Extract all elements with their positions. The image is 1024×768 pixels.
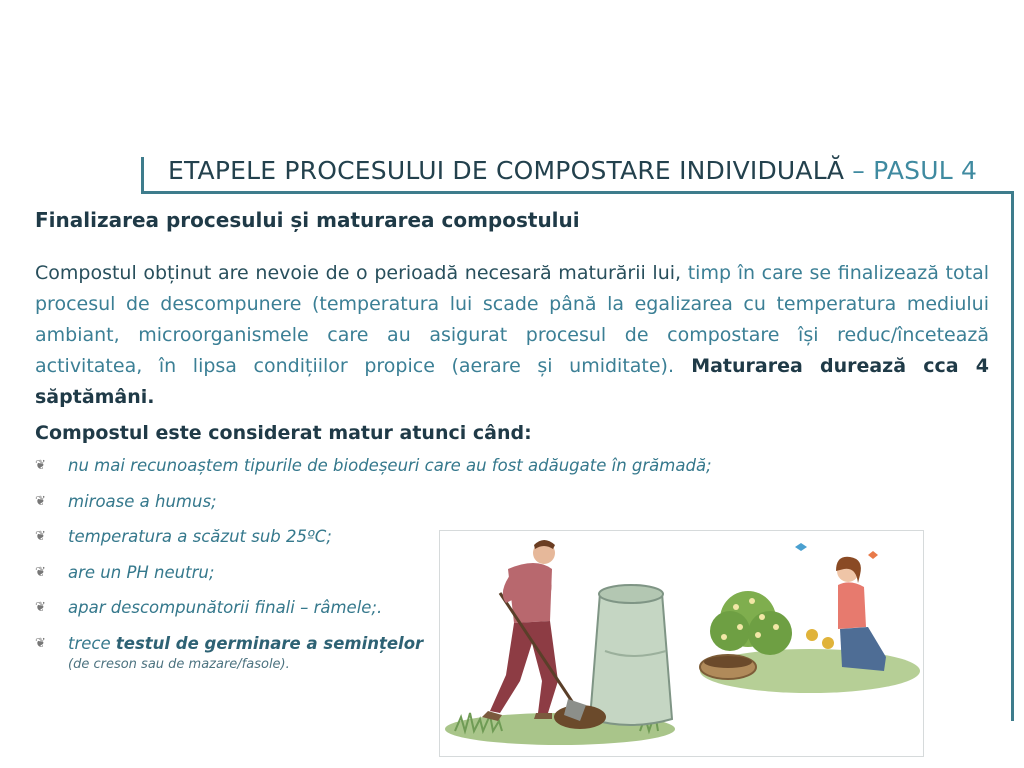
leaf-bullet-icon: ❦ xyxy=(35,564,46,580)
body-paragraph xyxy=(35,258,989,413)
page-title-step: PASUL 4 xyxy=(873,156,978,185)
woman-shirt xyxy=(838,582,866,629)
page-title xyxy=(168,156,977,185)
woman-gloves xyxy=(822,637,834,649)
bush-part xyxy=(748,611,792,655)
compost-bin-top xyxy=(599,585,663,603)
butterfly-icon xyxy=(868,551,878,559)
frame-right-border xyxy=(1011,191,1014,721)
list-item-text: are un PH neutru; xyxy=(68,562,215,582)
illustration-svg xyxy=(440,531,923,756)
woman-glove xyxy=(806,629,818,641)
basket-soil xyxy=(704,656,752,668)
paragraph-part1: Compostul obținut are nevoie de o perioadă necesară maturării lui, xyxy=(35,262,682,284)
butterfly-icon xyxy=(795,543,807,551)
woman-jeans xyxy=(840,627,886,671)
leaf-bullet-icon: ❦ xyxy=(35,600,46,615)
list-item-text: trece xyxy=(68,633,116,653)
page-title-main: ETAPELE PROCESULUI DE COMPOSTARE INDIVIDUALĂ xyxy=(168,156,845,185)
bush-part xyxy=(710,611,750,651)
gardening-illustration xyxy=(439,530,924,757)
title-frame-left xyxy=(141,157,144,193)
paragraph-part2: timp în care se finalizează total procesul de descompunere (temperatura lui scade până la egalizarea cu temperatura mediului ambiant, microorganismele care au asigurat procesul de compostare își reduc/încetează activitatea, în lipsa condițiilor propice (aerare și umiditate). xyxy=(35,262,989,377)
criteria-heading: Compostul este considerat matur atunci când: xyxy=(35,422,532,444)
list-item-text: nu mai recunoaștem tipurile de biodeșeuri care au fost adăugate în grămadă; xyxy=(68,456,712,475)
section-subtitle: Finalizarea procesului și maturarea compostului xyxy=(35,208,580,232)
list-item xyxy=(35,492,712,528)
leaf-bullet-icon: ❦ xyxy=(35,458,46,473)
leaf-bullet-icon: ❦ xyxy=(35,493,46,509)
list-item-note: (de creson sau de mazare/fasole). xyxy=(68,656,290,672)
list-item-text: apar descompunătorii finali – râmele;. xyxy=(68,598,383,617)
page-title-dash: – xyxy=(852,156,865,185)
list-item-text: miroase a humus; xyxy=(68,491,217,511)
list-item-strong: testul de germinare a semințelor xyxy=(115,633,424,653)
paragraph-bold: Maturarea durează cca 4 săptămâni. xyxy=(35,355,989,408)
title-frame-bottom xyxy=(141,191,1014,194)
leaf-bullet-icon: ❦ xyxy=(35,635,46,651)
list-item xyxy=(35,456,712,492)
list-item-text: temperatura a scăzut sub 25ºC; xyxy=(68,527,332,546)
leaf-bullet-icon: ❦ xyxy=(35,529,46,544)
